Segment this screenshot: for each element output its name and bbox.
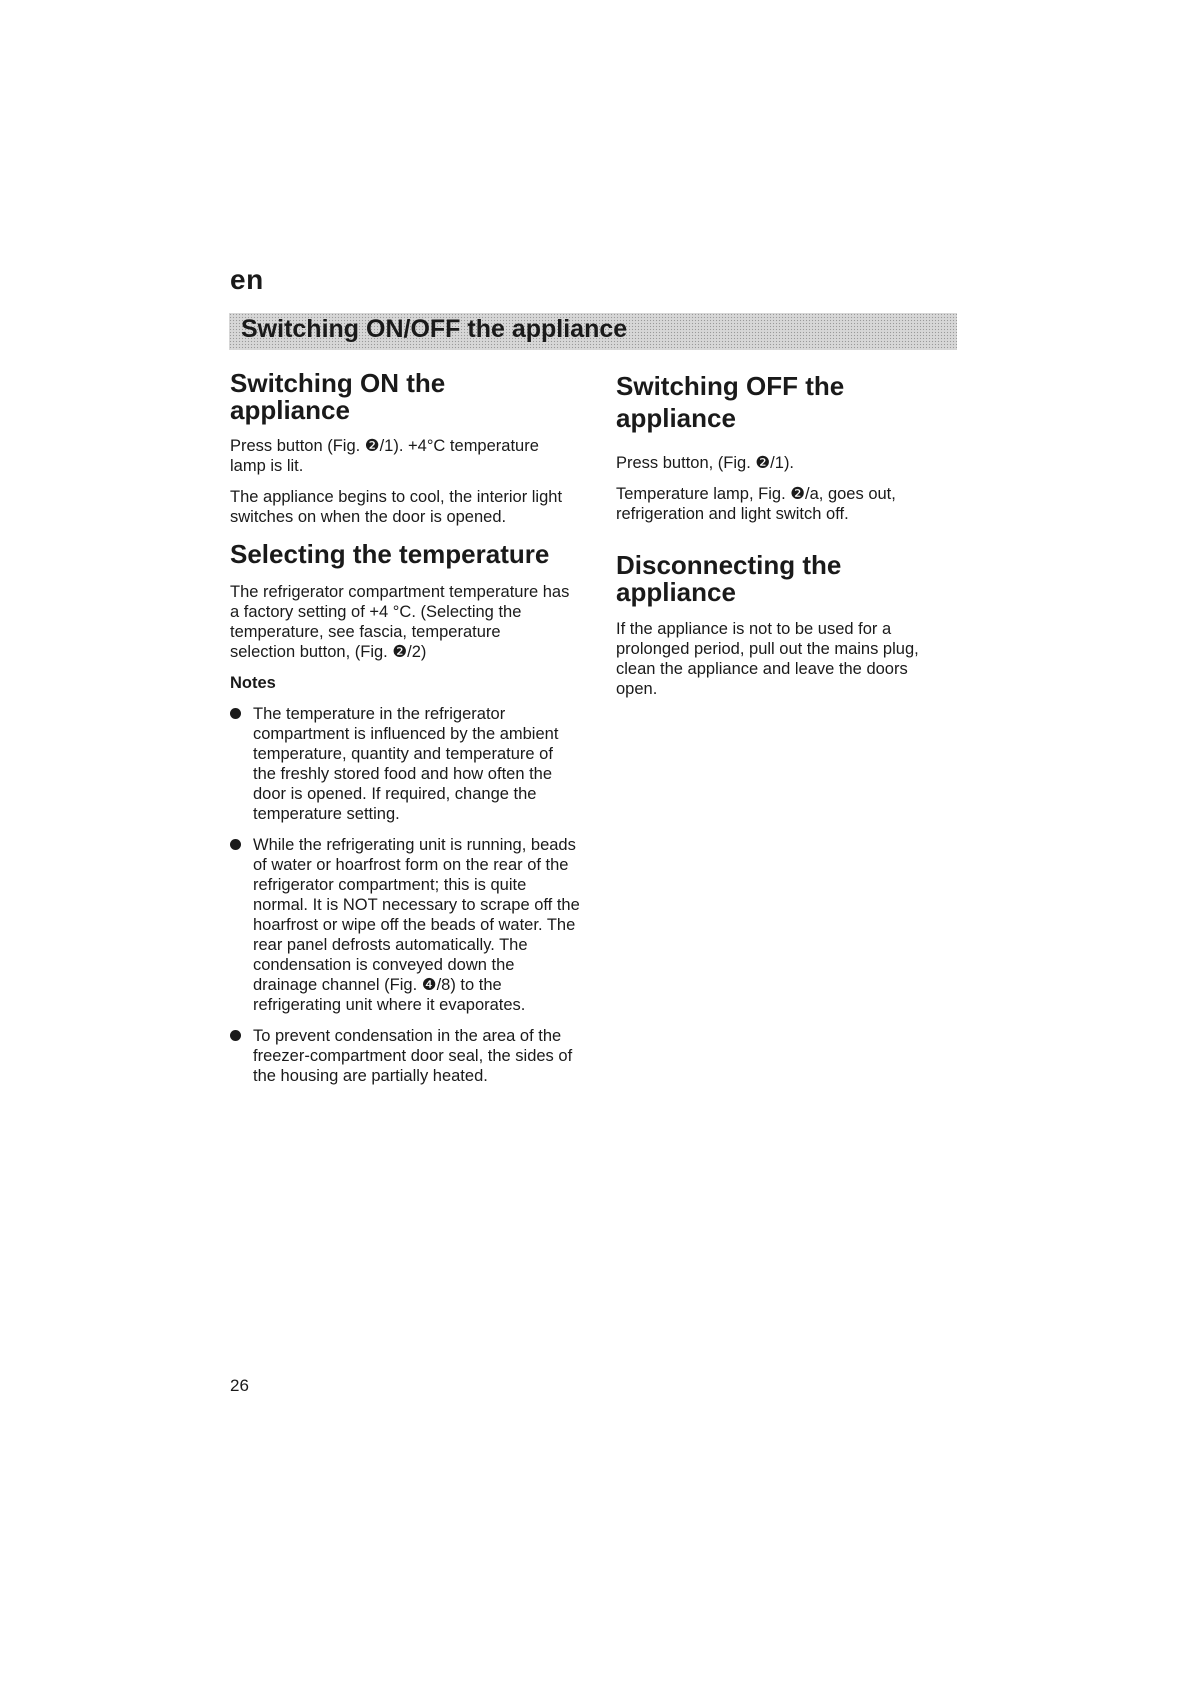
select-temperature-text: The refrigerator compartment temperature has a factory setting of +4 °C. (Selecting the temperature, see fascia, temperature selection button, (Fig. ❷/2) (230, 583, 570, 661)
language-code: en (230, 264, 264, 295)
section-title: Switching ON/OFF the appliance (241, 315, 628, 343)
right-column (616, 370, 956, 699)
note-item (230, 835, 580, 1015)
note-text: The temperature in the refrigerator compartment is influenced by the ambient temperature, quantity and temperature of the freshly stored food and how often the door is opened. If required, change the temperature setting. (253, 705, 559, 823)
switch-on-text-2: The appliance begins to cool, the interior light switches on when the door is opened. (230, 488, 563, 526)
notes-list (230, 704, 580, 1086)
switch-off-heading: Switching OFF the appliance (616, 371, 845, 433)
note-text: While the refrigerating unit is running, beads of water or hoarfrost form on the rear of the refrigerator compartment; this is quite normal. It is NOT necessary to scrape off the hoarfrost or wipe off the beads of water. The rear panel defrosts automatically. The condensation is conveyed down the drainage channel (Fig. ❹/8) to the refrigerating unit where it evaporates. (253, 836, 580, 1014)
note-item (230, 704, 580, 824)
switch-off-text-1: Press button, (Fig. ❷/1). (616, 454, 795, 472)
disconnect-text: If the appliance is not to be used for a prolonged period, pull out the mains plug, clean the appliance and leave the doors open. (616, 620, 919, 698)
disconnect-heading: Disconnecting the appliance (616, 550, 842, 607)
switch-on-text-1: Press button (Fig. ❷/1). +4°C temperature lamp is lit. (230, 437, 539, 475)
notes-label: Notes (230, 674, 276, 692)
select-temperature-heading: Selecting the temperature (230, 539, 550, 569)
switch-off-text-2: Temperature lamp, Fig. ❷/a, goes out, refrigeration and light switch off. (616, 485, 896, 523)
note-item (230, 1026, 580, 1086)
bullet-icon (230, 1030, 241, 1041)
left-column (230, 370, 580, 1086)
section-banner (229, 313, 957, 350)
note-text: To prevent condensation in the area of the freezer-compartment door seal, the sides of the housing are partially heated. (253, 1027, 573, 1085)
page-number: 26 (230, 1376, 249, 1395)
bullet-icon (230, 708, 241, 719)
bullet-icon (230, 839, 241, 850)
switch-on-heading: Switching ON the appliance (230, 368, 446, 425)
